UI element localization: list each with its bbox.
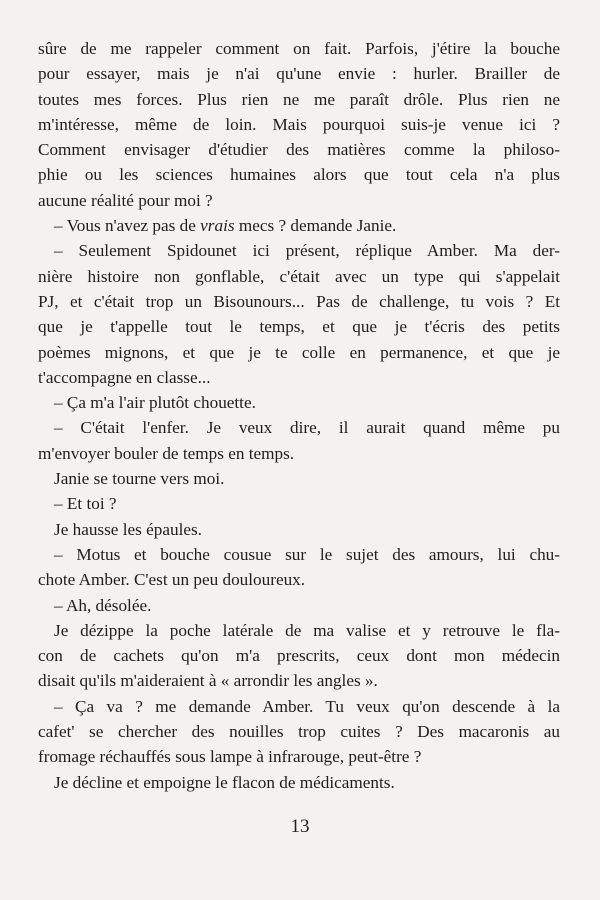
text-line: m'intéresse, même de loin. Mais pourquoi suis-je venue ici ? (38, 114, 560, 134)
text-line: poèmes mignons, et que je te colle en permanence, et que je (38, 342, 560, 362)
italic-text: vrais (200, 216, 235, 236)
text-line: que je t'appelle tout le temps, et que je t'écris des petits (38, 317, 560, 337)
text-line: Je hausse les épaules. (54, 519, 202, 539)
text-line: – Seulement Spidounet ici présent, réplique Amber. Ma der- (54, 241, 560, 261)
text-line: – Ah, désolée. (54, 595, 152, 615)
text-line: fromage réchauffés sous lampe à infrarouge, peut-être ? (38, 747, 422, 767)
text-line: – C'était l'enfer. Je veux dire, il aurait quand même pu (54, 418, 560, 438)
text-line: nière histoire non gonflable, c'était avec un type qui s'appelait (38, 266, 560, 286)
page-number: 13 (290, 816, 310, 837)
text-span: – Vous n'avez pas de (54, 216, 201, 236)
text-line: Janie se tourne vers moi. (54, 469, 225, 489)
text-line: con de cachets qu'on m'a prescrits, ceux dont mon médecin (38, 646, 560, 666)
text-line: disait qu'ils m'aideraient à « arrondir les angles ». (38, 671, 378, 691)
text-line: Comment envisager d'étudier des matières comme la philoso- (38, 140, 560, 160)
text-line: PJ, et c'était trop un Bisounours... Pas de challenge, tu vois ? Et (38, 291, 560, 311)
text-line: t'accompagne en classe... (38, 367, 211, 387)
text-line: sûre de me rappeler comment on fait. Parfois, j'étire la bouche (38, 39, 560, 58)
text-span: mecs ? demande Janie. (234, 216, 397, 236)
text-line: Je décline et empoigne le flacon de médicaments. (54, 772, 395, 792)
text-line: toutes mes forces. Plus rien ne me paraît drôle. Plus rien ne (38, 89, 560, 109)
text-line: pour essayer, mais je n'ai qu'une envie : hurler. Brailler de (38, 64, 560, 84)
text-line: cafet' se chercher des nouilles trop cuites ? Des macaronis au (38, 722, 560, 742)
text-line: – Et toi ? (54, 494, 117, 514)
text-line: Je dézippe la poche latérale de ma valise et y retrouve le fla- (54, 620, 560, 640)
text-line (38, 213, 560, 238)
text-line: aucune réalité pour moi ? (38, 190, 213, 210)
text-line: – Motus et bouche cousue sur le sujet des amours, lui chu- (54, 544, 560, 564)
book-page-text (38, 36, 560, 795)
text-line: m'envoyer bouler de temps en temps. (38, 443, 295, 463)
text-line: phie ou les sciences humaines alors que tout cela n'a plus (38, 165, 560, 185)
text-line: – Ça va ? me demande Amber. Tu veux qu'on descende à la (54, 696, 560, 716)
text-line: – Ça m'a l'air plutôt chouette. (54, 393, 256, 413)
text-line: chote Amber. C'est un peu douloureux. (38, 570, 306, 590)
